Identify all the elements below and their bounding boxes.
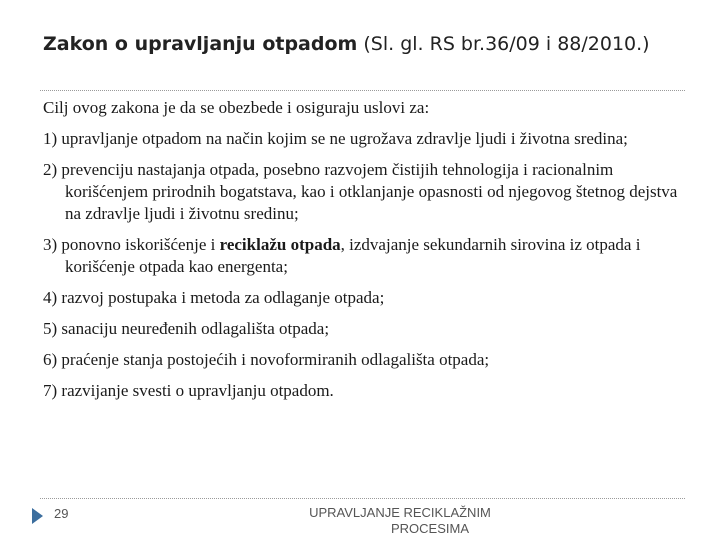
top-divider bbox=[40, 90, 685, 91]
list-item-2: 2) prevenciju nastajanja otpada, posebno razvojem čistijih tehnologija i racionalnim korišćenjem prirodnih bogatstava, kao i otklanjanje opasnosti od njegovog štetnog dejstva na zdravlje ljudi i životnu sredinu; bbox=[43, 160, 678, 223]
title-reference: (Sl. gl. RS br.36/09 i 88/2010.) bbox=[357, 33, 650, 55]
footer-title-line2: PROCESIMA bbox=[390, 521, 469, 536]
list-item-7: 7) razvijanje svesti o upravljanju otpadom. bbox=[43, 381, 334, 400]
recycling-emphasis: reciklažu otpada bbox=[219, 235, 341, 254]
slide-body bbox=[43, 97, 693, 411]
list-item-3-post: , izdvajanje sekundarnih sirovina iz otpada i korišćenje otpada kao energenta; bbox=[65, 235, 641, 276]
bottom-divider bbox=[40, 498, 685, 499]
list-item-1: 1) upravljanje otpadom na način kojim se ne ugrožava zdravlje ljudi i životna sredina; bbox=[43, 129, 628, 148]
list-item-3 bbox=[43, 234, 693, 278]
title-law-name: Zakon o upravljanju otpadom bbox=[43, 33, 358, 55]
footer-title-line1: UPRAVLJANJE RECIKLAŽNIM bbox=[309, 505, 491, 520]
footer-title bbox=[280, 505, 520, 537]
list-item-3-pre: 3) ponovno iskorišćenje i bbox=[43, 235, 220, 254]
slide-title bbox=[43, 30, 683, 58]
list-item-4: 4) razvoj postupaka i metoda za odlaganje otpada; bbox=[43, 288, 385, 307]
triangle-arrow-icon bbox=[32, 508, 43, 524]
intro-text: Cilj ovog zakona je da se obezbede i osiguraju uslovi za: bbox=[43, 98, 430, 117]
list-item-5: 5) sanaciju neuređenih odlagališta otpada; bbox=[43, 319, 330, 338]
page-number: 29 bbox=[54, 506, 69, 521]
list-item-6: 6) praćenje stanja postojećih i novoformiranih odlagališta otpada; bbox=[43, 350, 490, 369]
